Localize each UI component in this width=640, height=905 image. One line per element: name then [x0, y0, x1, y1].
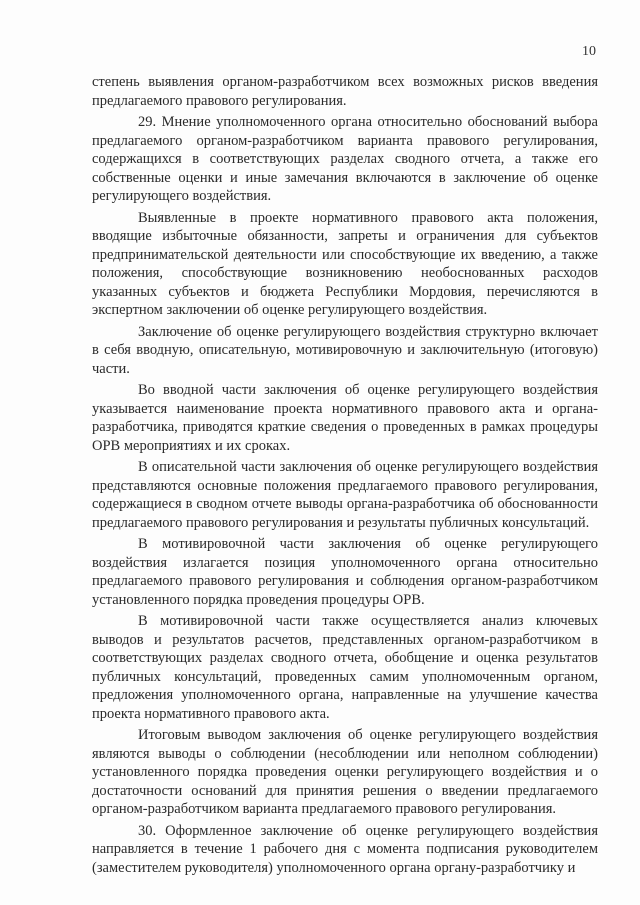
paragraph-final-conclusion: Итоговым выводом заключения об оценке регулирующего воздействия являются выводы о соблюдении (несоблюдении или неполном соблюдении) установленного порядка проведения оценки регулирующего воздействия и о достаточности оснований для принятия решения о введении предлагаемого органом-разработчиком варианта предлагаемого правового регулирования.: [92, 727, 598, 817]
paragraph-item-30: 30. Оформленное заключение об оценке регулирующего воздействия направляется в течение 1 рабочего дня с момента подписания руководителем (заместителем руководителя) уполномоченного органа органу-разработчику и: [92, 822, 598, 876]
paragraph-identified-provisions: Выявленные в проекте нормативного правового акта положения, вводящие избыточные обязанности, запреты и ограничения для субъектов предпринимательской деятельности или способствующие их введению, а также положения, способствующие возникновению необоснованных расходов указанных субъектов и бюджета Республики Мордовия, перечисляются в экспертном заключении об оценке регулирующего воздействия.: [92, 209, 598, 318]
paragraph-descriptive-part: В описательной части заключения об оценке регулирующего воздействия представляются основные положения предлагаемого правового регулирования, содержащиеся в сводном отчете выводы органа-разработчика об обоснованности предлагаемого правового регулирования и результаты публичных консультаций.: [92, 459, 598, 531]
paragraph-motivational-analysis: В мотивировочной части также осуществляется анализ ключевых выводов и результатов расчетов, представленных органом-разработчиком в соответствующих разделах сводного отчета, обобщение и оценка результатов публичных консультаций, проведенных самим уполномоченным органом, предложения уполномоченного органа, направленные на улучшение качества проекта нормативного правового акта.: [92, 613, 598, 722]
paragraph-conclusion-structure: Заключение об оценке регулирующего воздействия структурно включает в себя вводную, описательную, мотивировочную и заключительную (итоговую) части.: [92, 323, 598, 377]
paragraph-item-29: 29. Мнение уполномоченного органа относительно обоснований выбора предлагаемого органом-разработчиком варианта правового регулирования, содержащихся в соответствующих разделах сводного отчета, а также его собственные оценки и иные замечания включаются в заключение об оценке регулирующего воздействия.: [92, 114, 598, 204]
paragraph-continuation: степень выявления органом-разработчиком всех возможных рисков введения предлагаемого правового регулирования.: [92, 74, 598, 109]
paragraph-introductory-part: Во вводной части заключения об оценке регулирующего воздействия указывается наименование проекта нормативного правового акта и органа-разработчика, приводятся краткие сведения о проведенных в рамках процедуры ОРВ мероприятиях и их сроках.: [92, 382, 598, 454]
page-number: 10: [582, 44, 596, 59]
document-body: [92, 73, 598, 877]
paragraph-motivational-part: В мотивировочной части заключения об оценке регулирующего воздействия излагается позиция уполномоченного органа относительно предлагаемого правового регулирования и соблюдения органом-разработчиком установленного порядка проведения процедуры ОРВ.: [92, 536, 598, 608]
